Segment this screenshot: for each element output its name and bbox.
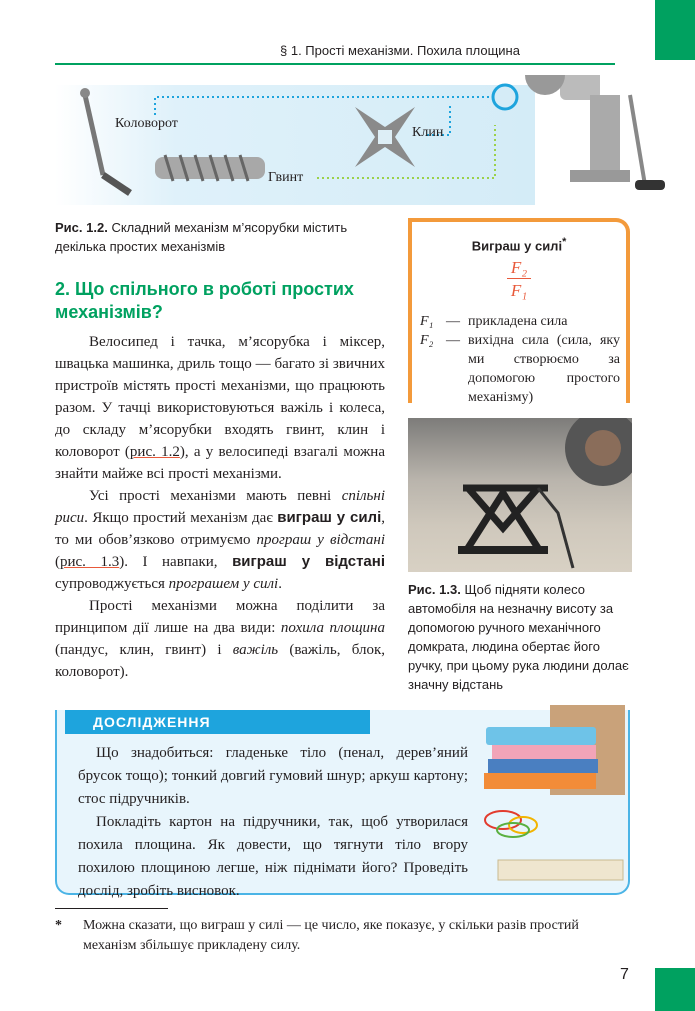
formula-box — [408, 218, 630, 403]
running-title: § 1. Прості механізми. Похила площина — [280, 43, 520, 58]
page-number: 7 — [620, 966, 629, 983]
screw-icon — [155, 155, 265, 181]
fraction: F₂ F₁ — [412, 258, 626, 301]
link-fig-1-3[interactable]: рис. 1.3 — [60, 554, 120, 570]
chapter-tab-top — [655, 0, 695, 60]
windlass-icon — [80, 88, 130, 193]
wedge-icon — [355, 107, 415, 167]
label-windlass: Коловорот — [115, 116, 178, 131]
header-rule — [55, 63, 615, 65]
meat-grinder-figure — [55, 75, 695, 210]
paragraph-3: Прості механізми можна поділити за принципом дії лише на два види: похила площина (пандус, клин, гвинт) і важіль (важіль, блок, коловорот). — [55, 598, 386, 680]
figure-1-3-caption: Рис. 1.3. Щоб підняти колесо автомобіля на незначну висоту за допомогою ручного механічного домкрата, людина обертає його ручку, при цьому рука людини долає значну відстань — [408, 582, 629, 692]
rubber-bands-icon — [485, 811, 537, 837]
def-f2: F₂ — вихідна сила (сила, яку ми створюємо за допомогою простого механізму) — [420, 333, 620, 405]
paragraph-1: Велосипед і тачка, м’ясорубка і міксер, швацька машинка, дриль тощо — багато зі звичних пристроїв містять прості механізми, що працюють разом. У тачці використовуються важіль і колеса, до складу м’ясорубки входять гвинт, клин і коловорот (рис. 1.2), а у велосипеді взагалі можна знайти майже всі прості механізми. — [55, 334, 385, 482]
figure-1-2-caption: Рис. 1.2. Складний механізм м’ясорубки містить декілька простих механізмів — [55, 220, 348, 254]
link-fig-1-2[interactable]: рис. 1.2 — [129, 444, 180, 460]
research-materials-image — [478, 705, 628, 895]
footnote: * Можна сказати, що виграш у силі — це число, яке показує, у скільки разів простий механізм збільшує прикладену силу. — [55, 918, 579, 953]
car-jack-photo — [408, 418, 632, 572]
section-body — [55, 331, 385, 683]
def-f1: F₁ — прикладена сила — [420, 314, 568, 329]
books-icon — [484, 727, 598, 789]
meat-grinder-icon — [525, 75, 665, 190]
formula-title: Виграш у силі* — [471, 236, 567, 254]
section-heading: 2. Що спільного в роботі простих механізмів? — [55, 279, 354, 322]
chapter-tab-bottom — [655, 968, 695, 1011]
pencil-case-icon — [498, 860, 623, 880]
label-wedge: Клин — [412, 125, 444, 140]
footnote-rule — [55, 908, 168, 909]
definitions — [420, 312, 620, 407]
label-screw: Гвинт — [268, 170, 304, 185]
research-header: ДОСЛІДЖЕННЯ — [65, 710, 370, 734]
paragraph-2: Усі прості механізми мають певні спільні риси. Якщо простий механізм дає виграш у силі, то ми обов’язково отримуємо програш у відстані (рис. 1.3). І навпаки, виграш у відстані супроводжується програшем у силі. — [55, 488, 385, 592]
research-text: Що знадобиться: гладеньке тіло (пенал, дерев’яний брусок тощо); тонкий довгий гумовий шнур; аркуш картону; стос підручників. Покладіть картон на підручники, так, щоб утворилася похила площина. Як довести, що тягнути тіло вгору похилою площиною легше, ніж піднімати його? Проведіть дослід, зробіть висновок. — [78, 745, 468, 899]
